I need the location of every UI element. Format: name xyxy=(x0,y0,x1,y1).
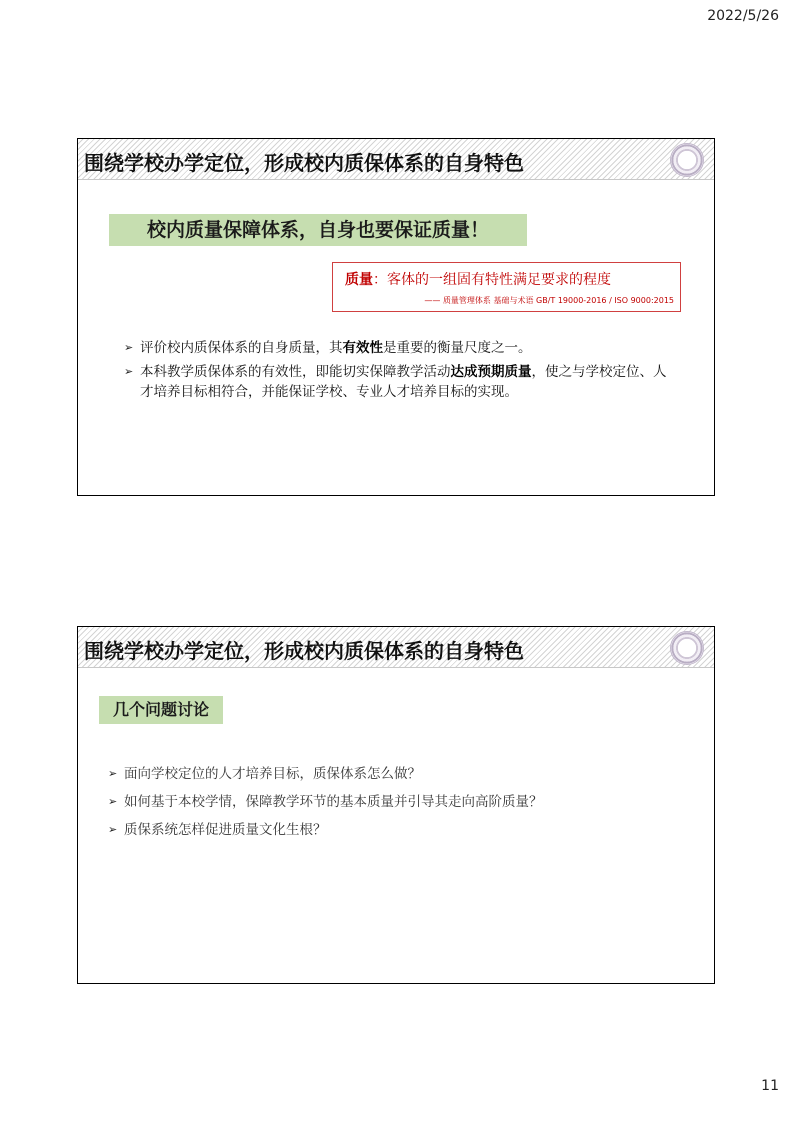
arrow-bullet-icon: ➢ xyxy=(124,365,134,378)
bullet-text: 如何基于本校学情，保障教学环节的基本质量并引导其走向高阶质量？ xyxy=(124,794,543,810)
highlight-banner: 校内质量保障体系，自身也要保证质量！ xyxy=(109,214,527,246)
arrow-bullet-icon: ➢ xyxy=(108,795,118,808)
university-seal-icon xyxy=(670,143,704,177)
print-date: 2022/5/26 xyxy=(707,8,779,24)
page-number: 11 xyxy=(761,1078,779,1094)
slide-2 xyxy=(77,626,715,984)
bullet-list xyxy=(124,338,674,406)
slide-title: 围绕学校办学定位，形成校内质保体系的自身特色 xyxy=(84,639,524,663)
slide-1 xyxy=(77,138,715,496)
arrow-bullet-icon: ➢ xyxy=(108,823,118,836)
bullet-text: ，使之与学校定位、人才培养目标相符合，并能保证学校、专业人才培养目标的实现。 xyxy=(140,364,667,400)
arrow-bullet-icon: ➢ xyxy=(108,767,118,780)
list-item xyxy=(124,362,674,402)
slide-title: 围绕学校办学定位，形成校内质保体系的自身特色 xyxy=(84,151,524,175)
bullet-text: 面向学校定位的人才培养目标，质保体系怎么做？ xyxy=(124,766,421,782)
bullet-text: 本科教学质保体系的有效性，即能切实保障教学活动 xyxy=(140,364,451,380)
bullet-text: 是重要的衡量尺度之一。 xyxy=(383,340,532,356)
list-item xyxy=(108,820,674,840)
definition-source: —— 质量管理体系 基础与术语 GB/T 19000-2016 / ISO 9000:2015 xyxy=(424,296,674,305)
definition-line xyxy=(345,269,611,289)
list-item xyxy=(124,338,674,358)
arrow-bullet-icon: ➢ xyxy=(124,341,134,354)
highlight-banner: 几个问题讨论 xyxy=(99,696,223,724)
bullet-text: 评价校内质保体系的自身质量，其 xyxy=(140,340,343,356)
bullet-emphasis: 达成预期质量 xyxy=(450,364,532,380)
university-seal-icon xyxy=(670,631,704,665)
list-item xyxy=(108,792,674,812)
definition-box xyxy=(332,262,681,312)
list-item xyxy=(108,764,674,784)
definition-term: 质量 xyxy=(345,272,373,288)
slide-title-bar xyxy=(78,627,714,668)
bullet-list xyxy=(108,764,674,848)
bullet-text: 质保系统怎样促进质量文化生根？ xyxy=(124,822,327,838)
definition-text: ：客体的一组固有特性满足要求的程度 xyxy=(373,272,611,288)
bullet-emphasis: 有效性 xyxy=(342,340,383,356)
slide-title-bar xyxy=(78,139,714,180)
